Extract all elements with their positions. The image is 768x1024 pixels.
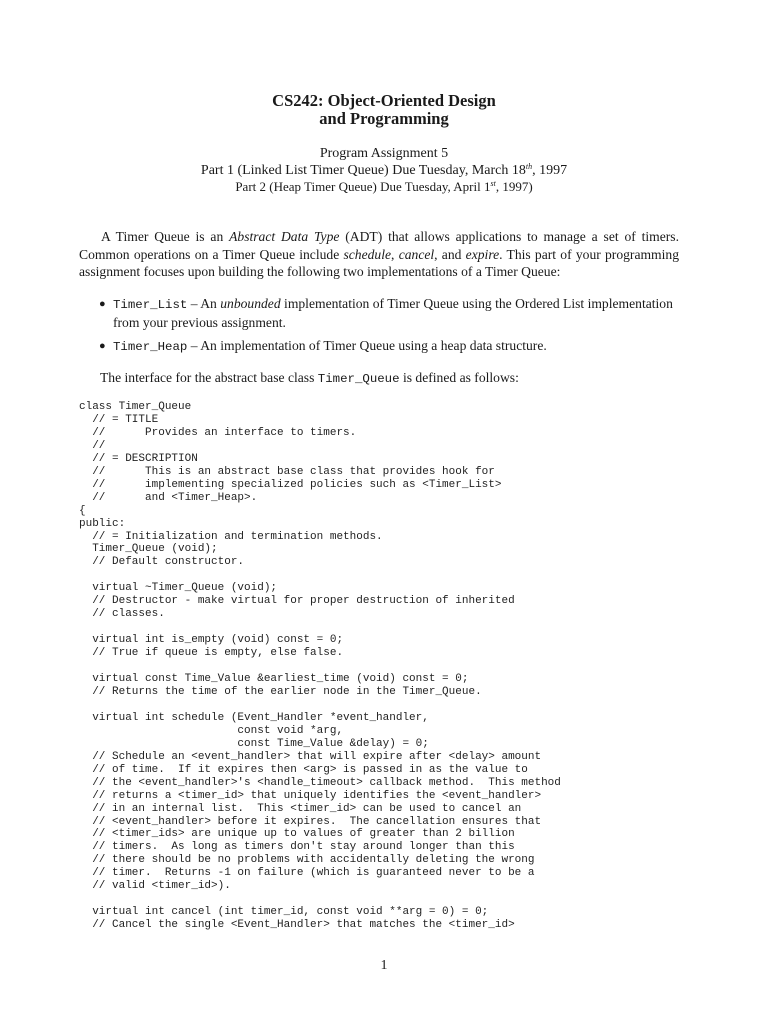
page-number: 1 [380,958,388,973]
part1-due-date: Part 1 (Linked List Timer Queue) Due Tuesday, March 18th, 1997 [200,162,568,178]
document-page: CS242: Object-Oriented Design and Programming Program Assignment 5 Part 1 (Linked List Timer Queue) Due Tuesday, March 18th, 1997 Part 2 (Heap Timer Queue) Due Tuesday, April 1st, 1997) A Timer Queue is an Abstract Data Type (ADT) that allows applications to manage a set of timers. Common operations on a Timer Queue include schedule, cancel, and expire. This part of your programming assignment focuses upon building the following two implementations of a Timer Queue: ● Timer_List – An unbounded implementation of Timer Queue using the Ordered List implementation from your previous assignment. ● Timer_Heap – An implementation of Timer Queue using a heap data structure. The interface for the abstract base class Timer_Queue is defined as follows: class Timer_Queue // = TITLE // Provides an interface to timers. // // = DESCRIPTION // This is an abstract base class that provides hook for // implementing specialized policies such as <Timer_List> // and <Timer_Heap>. { public: // = Initialization and termination methods. Timer_Queue (void); // Default constructor. virtual ~Timer_Queue (void); // Destructor - make virtual for proper destruction of inherited // classes. virtual int is_empty (void) const = 0; // True if queue is empty, else false. virtual const Time_Value &earliest_time (void) const = 0; // Returns the time of the earlier node in the Timer_Queue. virtual int schedule (Event_Handler *event_handler, const void *arg, const Time_Value &delay) = 0; // Schedule an <event_handler> that will expire after <delay> amount // of time. If it expires then <arg> is passed in as the value to // the <event_handler>'s <handle_timeout> callback method. This method // returns a <timer_id> that uniquely identifies the <event_handler> // in an internal list. This <timer_id> can be used to cancel an // <event_handler> before it expires. The cancellation ensures that // <timer_ids> are unique up to values of greater than 2 billion // timers. As long as timers don't stay around longer than this // there should be no problems with accidentally deleting the wrong // timer. Returns -1 on failure (which is guaranteed never to be a // valid <timer_id>). virtual int cancel (int timer_id, const void **arg = 0) = 0; // Cancel the single <Event_Handler> that matches the <timer_id> 1 [0,0,768,1024]
interface-intro: The interface for the abstract base class Timer_Queue is defined as follows: [100,370,519,386]
bullet-icon: ● [99,340,106,352]
course-title-line2: and Programming [319,109,449,128]
code-timer-heap: Timer_Heap [113,340,188,354]
assignment-name: Program Assignment 5 [319,146,449,161]
course-title: CS242: Object-Oriented Design [272,91,496,110]
bullet-icon: ● [99,298,106,310]
code-timer-queue: Timer_Queue [317,372,400,386]
code-listing: class Timer_Queue // = TITLE // Provides an interface to timers. // // = DESCRIPTION // This is an abstract base class that provides hook for // implementing specialized policies such as <Timer_List> // and <Timer_Heap>. { public: // = Initialization and termination methods. Timer_Queue (void); // Default constructor. virtual ~Timer_Queue (void); // Destructor - make virtual for proper destruction of inherited // classes. virtual int is_empty (void) const = 0; // True if queue is empty, else false. virtual const Time_Value &earliest_time (void) const = 0; // Returns the time of the earlier node in the Timer_Queue. virtual int schedule (Event_Handler *event_handler, const void *arg, const Time_Value &delay) = 0; // Schedule an <event_handler> that will expire after <delay> amount // of time. If it expires then <arg> is passed in as the value to // the <event_handler>'s <handle_timeout> callback method. This method // returns a <timer_id> that uniquely identifies the <event_handler> // in an internal list. This <timer_id> can be used to cancel an // <event_handler> before it expires. The cancellation ensures that // <timer_ids> are unique up to values of greater than 2 billion // timers. As long as timers don't stay around longer than this // there should be no problems with accidentally deleting the wrong // timer. Returns -1 on failure (which is guaranteed never to be a // valid <timer_id>). virtual int cancel (int timer_id, const void **arg = 0) = 0; // Cancel the single <Event_Handler> that matches the <timer_id> [79,401,561,932]
intro-paragraph: A Timer Queue is an Abstract Data Type (ADT) that allows applications to manage a set of timers. Common operations on a Timer Queue include schedule, cancel, and expire. This part of your programming assignment focuses upon building the following two implementations of a Timer Queue: [79,229,680,279]
code-timer-list: Timer_List [113,298,188,312]
part2-due-date: Part 2 (Heap Timer Queue) Due Tuesday, April 1st, 1997) [235,179,533,194]
